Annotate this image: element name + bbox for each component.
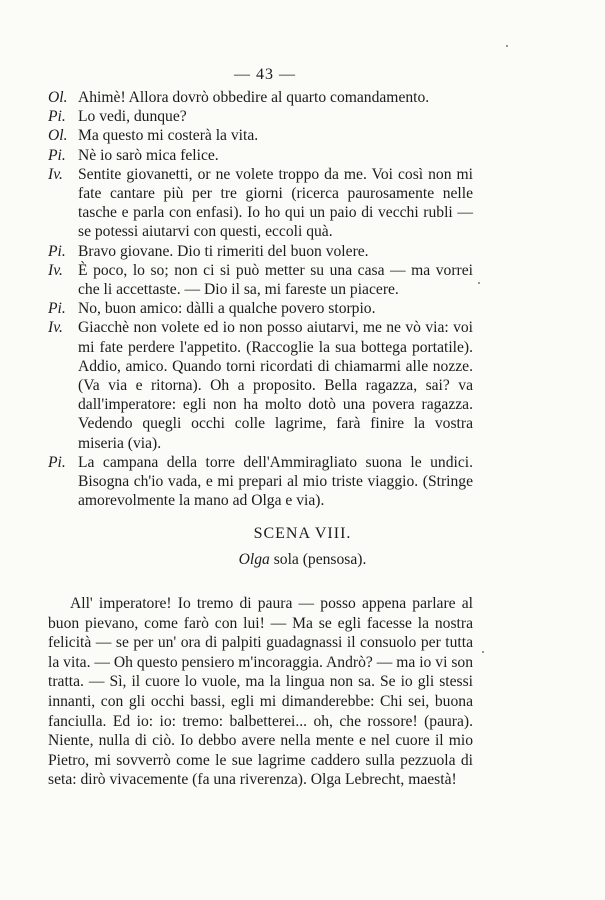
dialogue-text: È poco, lo so; non ci si può metter su una casa — ma vorrei che li accettaste. — Dio il sa, mi fareste un piacere. (78, 261, 473, 299)
dialogue-text: Ma questo mi costerà la vita. (78, 127, 259, 145)
dialogue-line (48, 453, 473, 511)
dialogue-text: Ahimè! Allora dovrò obbedire al quarto comandamento. (78, 89, 430, 106)
dialogue-line (48, 107, 473, 126)
dialogue-line (48, 165, 473, 242)
speaker-label: Pi. (48, 242, 66, 260)
dialogue-text: Sentite giovanetti, or ne volete troppo da me. Voi così non mi fate cantare più per tre giorni (ricerca paurosamente nelle tasche e parla con enfasi). Io ho qui un paio di vecchi rubli — se potessi aiutarvi con questi, eccoli quà. (78, 165, 473, 241)
scan-speck (478, 282, 480, 284)
monologue-paragraph: All' imperatore! Io tremo di paura — posso appena parlare al buon pievano, come farò con lui! — Ma se egli facesse la nostra felicità — se per un' ora di palpiti guadagnassi il consuolo per tutta la vita. — Oh questo pensiero m'incoraggia. Andrò? — ma io vi son tratta. — Sì, il cuore lo vuole, ma la lingua non sa. Se io gli stessi innanti, con gli occhi bassi, egli mi dimanderebbe: Chi sei, buona fanciulla. Ed io: io: tremo: balbetterei... oh, che rossore! (paura). Niente, nulla di ciò. Io debbo avere nella mente e nel cuore il mio Pietro, mi sovverrò come le sue lagrime caddero sulla pezzuola di seta: dirò vivacemente (fa una riverenza). Olga Lebrecht, maestà! (48, 595, 473, 789)
dialogue-line (48, 88, 473, 107)
dialogue-block (48, 88, 473, 510)
scene-title: SCENA VIII. (253, 525, 352, 542)
speaker-label: Ol. (48, 127, 68, 145)
dialogue-line (48, 261, 473, 299)
dialogue-line (48, 146, 473, 165)
scan-speck (506, 45, 508, 47)
dialogue-text: La campana della torre dell'Ammiragliato suona le undici. Bisogna ch'io vada, e mi prepari al mio triste viaggio. (Stringe amorevolmente la mano ad Olga e via). (78, 453, 473, 510)
dialogue-text: No, buon amico: dàlli a qualche povero storpio. (78, 300, 376, 318)
scene-character: Olga (238, 551, 270, 568)
scan-speck (482, 651, 484, 653)
dialogue-line (48, 299, 473, 318)
speaker-label: Pi. (48, 453, 66, 471)
dialogue-text: Giacchè non volete ed io non posso aiutarvi, me ne vò via: voi mi fate perdere l'appetito. (Raccoglie la sua bottega portatile). Addio, amico. Quando torni ricordati di chiamarmi alle nozze. (Va via e ritorna). Oh a proposito. Bella ragazza, sai? va dall'imperatore: egli non ha molto dotò una povera ragazza. Vedendo quegli occhi colle lagrime, farà finire la vostra miseria (via). (78, 319, 473, 452)
speaker-label: Pi. (48, 146, 66, 164)
speaker-label: Iv. (48, 319, 63, 337)
dialogue-line (48, 242, 473, 261)
speaker-label: Pi. (48, 108, 66, 126)
speaker-label: Iv. (48, 261, 63, 279)
scene-direction (0, 551, 605, 569)
speaker-label: Iv. (48, 165, 63, 183)
dialogue-line (48, 318, 473, 452)
dialogue-text: Lo vedi, dunque? (78, 108, 187, 126)
dialogue-text: Bravo giovane. Dio ti rimeriti del buon volere. (78, 242, 369, 260)
dialogue-text: Nè io sarò mica felice. (78, 146, 219, 164)
speaker-label: Ol. (48, 89, 68, 106)
dialogue-line (48, 126, 473, 145)
scene-direction-text: sola (pensosa). (273, 551, 367, 568)
speaker-label: Pi. (48, 300, 66, 318)
page-number: — 43 — (234, 66, 296, 83)
